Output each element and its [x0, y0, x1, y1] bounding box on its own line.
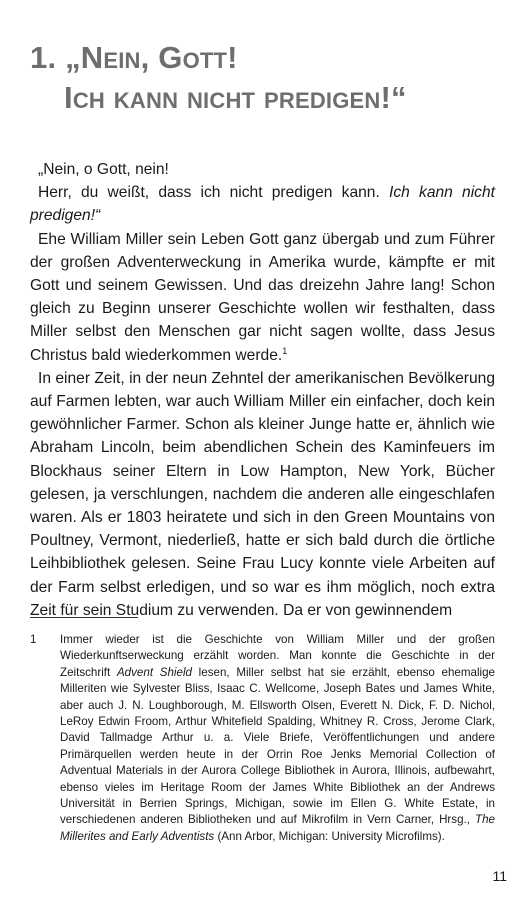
footnote-number: 1 — [30, 633, 37, 646]
quote-line-2-italic: Ich kann nicht predigen!“ — [30, 184, 495, 225]
footnote-text-part-3: (Ann Arbor, Michigan: University Microfilms). — [214, 829, 445, 843]
footnote — [30, 632, 495, 845]
footnote-divider — [30, 617, 138, 618]
quote-line-2-text: Herr, du weißt, dass ich nicht predigen kann. — [38, 184, 390, 202]
footnote-reference: 1 — [282, 345, 288, 356]
footnote-text — [60, 632, 495, 845]
footnote-text-part-2: lesen, Miller selbst hat sie erzählt, ebenso ehemalige Milleriten wie Sylvester Bliss, Isaac C. Wellcome, Joseph Bates und James White, aber auch J. N. Loughborough, M. Ellsworth Olsen, Everett N. Dick, F. D. Nichol, LeRoy Edwin Froom, Arthur Whitefield Spalding, Whitney R. Cross, Jerome Clark, David Tallmadge Arthur u. a. Viele Briefe, Veröffentlichungen und andere Primärquellen werden heute in der Orrin Roe Jenks Memorial Collection of Adventual Materials in der Aurora College Bibliothek in Aurora, Illinois, aufbewahrt, ebenso vieles im Heritage Room der James White Bibliothek an der Andrews Universität in Berrien Springs, Michigan, sowie im Ellen G. White Estate, in verschiedenen anderen Bibliotheken und auf Mikrofilm in Vern Carner, Hrsg., — [60, 665, 495, 827]
quote-line-2 — [30, 181, 495, 227]
page-number: 11 — [492, 868, 507, 884]
footnote-italic-millerites: The Millerites and Early Adventists — [60, 813, 495, 843]
paragraph-1 — [30, 228, 495, 367]
paragraph-2: In einer Zeit, in der neun Zehntel der amerikanischen Bevölkerung auf Farmen lebten, war auch William Miller ein einfacher, doch kein gewöhnlicher Farmer. Schon als kleiner Junge hatte er, ähnlich wie Abraham Lincoln, beim abendlichen Schein des Kaminfeuers im Blockhaus seiner Eltern in Low Hampton, New York, Bücher gelesen, ja verschlungen, nachdem die anderen alle eingeschlafen waren. Als er 1803 heiratete und sich in den Green Mountains von Poultney, Vermont, niederließ, hatte er sich bald durch die örtliche Leihbibliothek gelesen. Seine Frau Lucy konnte viele Arbeiten auf der Farm selbst erledigen, und so war es ihm möglich, noch extra Zeit für sein Studium zu verwenden. Da er von gewinnendem — [30, 369, 495, 619]
chapter-title — [30, 38, 510, 118]
footnote-text-part-1: Immer wieder ist die Geschichte von William Miller und der großen Wiederkunftserweckung erzählt worden. Man konnte die Geschichte in der Zeitschrift — [60, 633, 495, 679]
paragraph-1-text: Ehe William Miller sein Leben Gott ganz übergab und zum Führer der großen Adventerweckung in Amerika wurde, kämpfte er mit Gott und seinem Gewissen. Und das dreizehn Jahre lang! Schon gleich zu Beginn unserer Geschichte wollen wir festhalten, dass Miller selbst den Menschen gar nicht sagen wollte, dass Jesus Christus bald wiederkommen werde. — [30, 230, 495, 364]
body-text — [30, 158, 495, 622]
footnote-italic-advent-shield: Advent Shield — [116, 665, 192, 679]
chapter-title-line-1: 1. „Nein, Gott! — [30, 40, 238, 75]
chapter-title-line-2: Ich kann nicht predigen!“ — [64, 80, 407, 115]
quote-line-1: „Nein, o Gott, nein! — [38, 161, 169, 178]
